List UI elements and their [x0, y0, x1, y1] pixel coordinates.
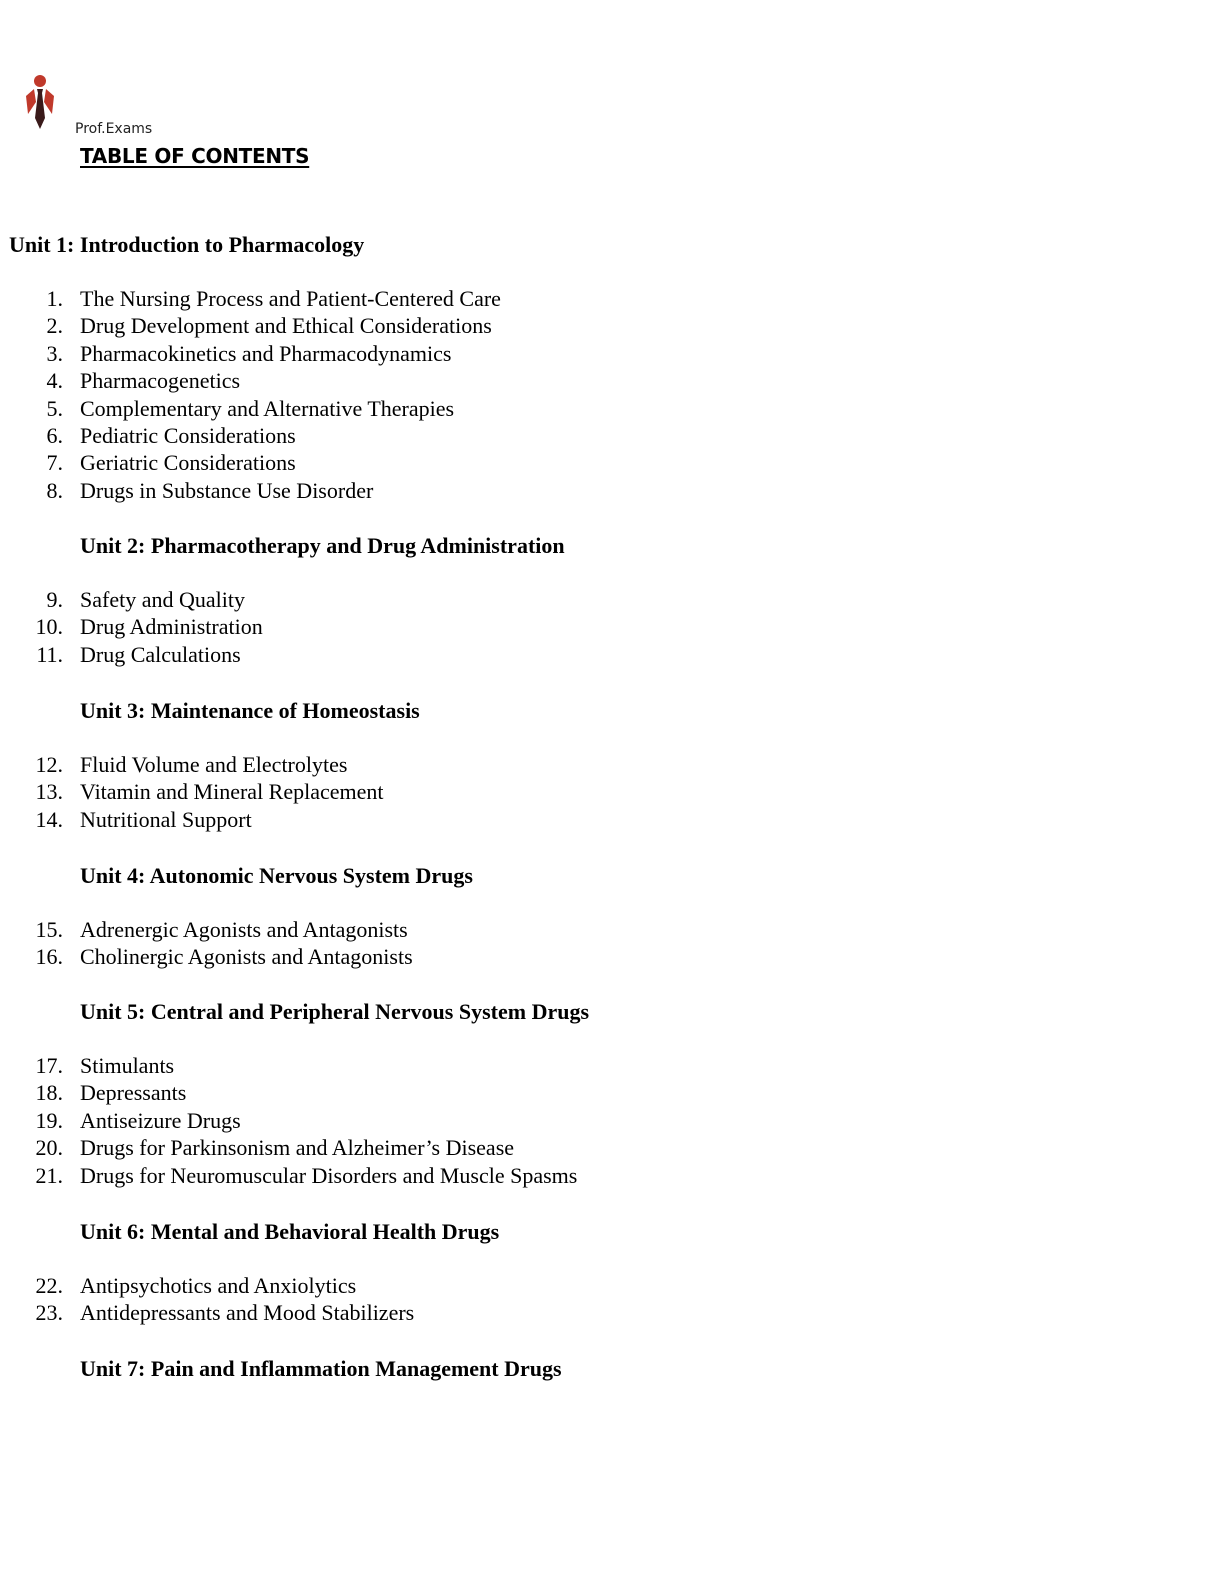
toc-item-number: 6. [46, 423, 63, 448]
unit-heading: Unit 6: Mental and Behavioral Health Drugs [80, 1219, 500, 1244]
unit-heading: Unit 1: Introduction to Pharmacology [9, 232, 365, 257]
toc-item-title: Depressants [80, 1080, 187, 1106]
toc-item-number: 11. [36, 641, 63, 667]
toc-item-title: Drug Administration [80, 614, 263, 640]
toc-item-number: 13. [35, 779, 63, 805]
toc-item-number: 10. [35, 614, 63, 640]
toc-item-number: 7. [46, 450, 63, 476]
toc-item-title: Geriatric Considerations [80, 450, 296, 476]
toc-item-title: Safety and Quality [80, 587, 245, 612]
toc-item-title: Vitamin and Mineral Replacement [80, 779, 384, 805]
unit-heading: Unit 5: Central and Peripheral Nervous System Drugs [80, 999, 590, 1024]
toc-item-title: Cholinergic Agonists and Antagonists [80, 944, 413, 970]
toc-item-number: 23. [35, 1300, 63, 1326]
toc-item-number: 5. [46, 395, 63, 421]
toc-item-title: Pharmacokinetics and Pharmacodynamics [80, 340, 452, 366]
toc-item-number: 19. [35, 1107, 63, 1133]
brand-name: Prof.Exams [75, 121, 153, 137]
toc-item-title: Nutritional Support [80, 806, 252, 832]
unit-heading: Unit 3: Maintenance of Homeostasis [80, 698, 420, 723]
toc-item-number: 15. [35, 917, 63, 942]
toc-item-number: 4. [46, 368, 63, 394]
toc-item-title: Drug Calculations [80, 641, 241, 667]
toc-item-title: Drug Development and Ethical Considerations [80, 313, 492, 339]
toc-item-number: 12. [35, 752, 63, 777]
toc-item-title: Adrenergic Agonists and Antagonists [80, 917, 408, 942]
toc-item-number: 16. [35, 944, 63, 970]
toc-item-number: 3. [46, 340, 63, 366]
toc-item-title: Pediatric Considerations [80, 423, 296, 448]
toc-item-number: 9. [46, 587, 63, 612]
unit-heading: Unit 2: Pharmacotherapy and Drug Administration [80, 533, 565, 558]
toc-item-number: 18. [35, 1080, 63, 1106]
toc-item-title: Pharmacogenetics [80, 368, 241, 394]
toc-item-title: The Nursing Process and Patient-Centered Care [80, 286, 501, 311]
toc-item-number: 20. [35, 1135, 63, 1161]
toc-item-title: Drugs for Neuromuscular Disorders and Muscle Spasms [80, 1162, 578, 1188]
unit-heading: Unit 7: Pain and Inflammation Management Drugs [80, 1356, 562, 1381]
toc-item-title: Fluid Volume and Electrolytes [80, 752, 348, 777]
toc-item-title: Antidepressants and Mood Stabilizers [80, 1300, 415, 1326]
toc-item-title: Stimulants [80, 1053, 175, 1078]
toc-item-number: 8. [46, 477, 63, 503]
toc-item-title: Complementary and Alternative Therapies [80, 395, 455, 421]
toc-item-number: 14. [35, 806, 63, 832]
toc-item-number: 2. [46, 313, 63, 339]
toc-item-number: 21. [35, 1162, 63, 1188]
person-with-tie-logo-icon [24, 74, 58, 132]
toc-item-number: 22. [35, 1273, 63, 1298]
toc-item-title: Drugs for Parkinsonism and Alzheimer’s Disease [80, 1135, 515, 1161]
toc-item-title: Drugs in Substance Use Disorder [80, 477, 374, 503]
toc-item-number: 1. [46, 286, 63, 311]
unit-heading: Unit 4: Autonomic Nervous System Drugs [80, 863, 473, 888]
toc-item-title: Antiseizure Drugs [80, 1107, 241, 1133]
page-title: TABLE OF CONTENTS [80, 144, 310, 168]
toc-item-number: 17. [35, 1053, 63, 1078]
toc-item-title: Antipsychotics and Anxiolytics [80, 1273, 357, 1298]
